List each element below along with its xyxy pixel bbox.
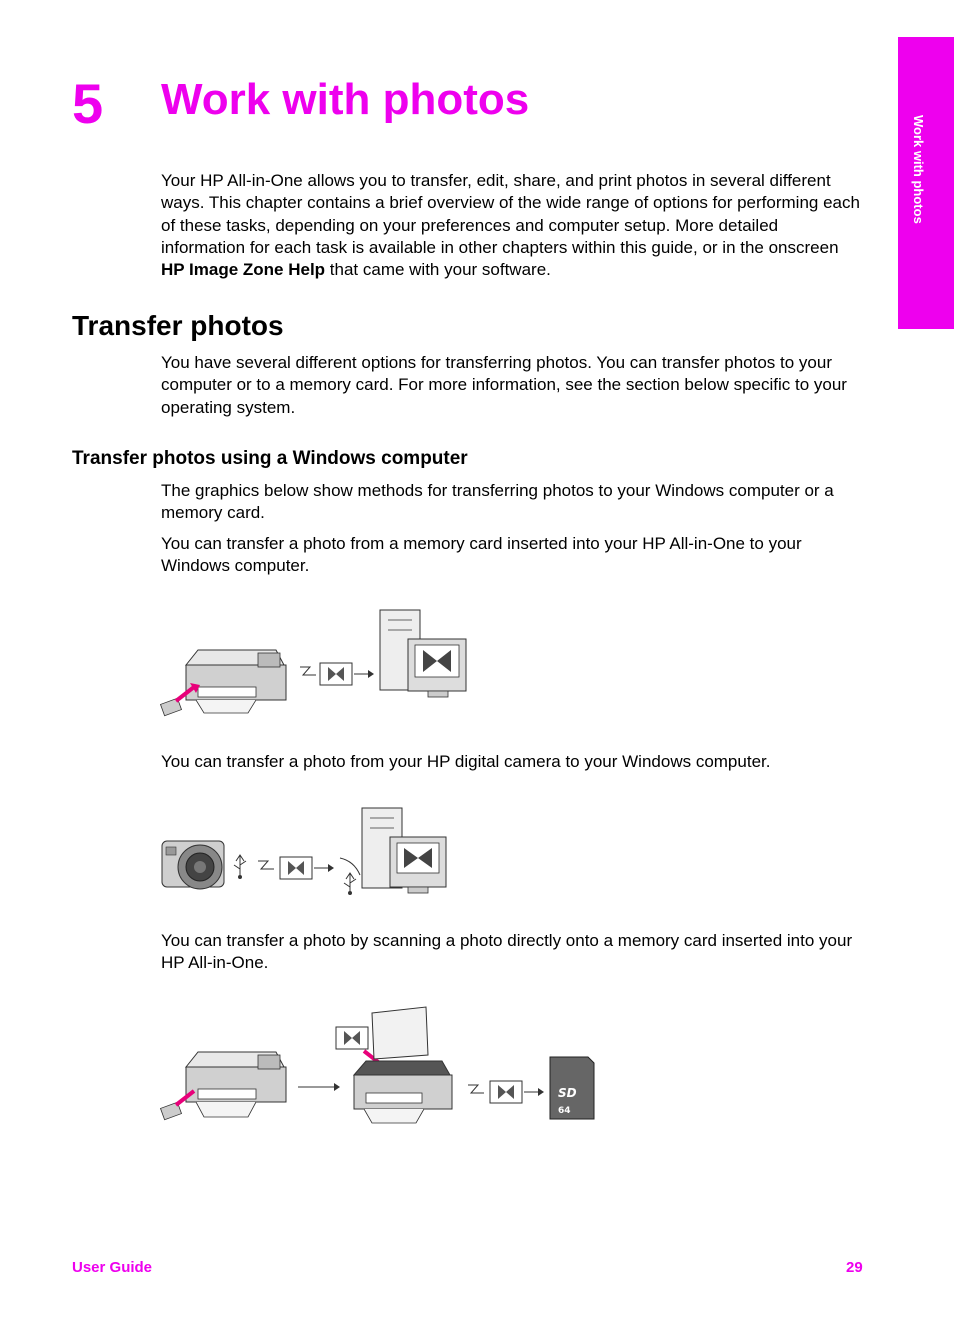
footer-page-number: 29 <box>846 1259 863 1276</box>
transfer-arrow <box>258 857 334 879</box>
figure-scan-to-card <box>158 1005 603 1130</box>
camera-illustration <box>162 841 224 889</box>
subsection-paragraph-3: You can transfer a photo from your HP digital camera to your Windows computer. <box>161 752 771 771</box>
printer-illustration <box>186 1052 286 1117</box>
chapter-number: 5 <box>72 72 104 135</box>
chapter-title: Work with photos <box>161 75 530 124</box>
side-tab <box>898 37 954 329</box>
photo-icon <box>336 1027 368 1049</box>
intro-text-1: Your HP All-in-One allows you to transfer, edit, share, and print photos in several different ways. This chapter contains a brief overview of the wide range of options for performing each of these tasks, depending on your preferences and computer setup. More detailed information for each task is available in other chapters within this guide, or in the onscreen <box>161 171 860 257</box>
section-paragraph: You have several different options for transferring photos. You can transfer photos to your computer or to a memory card. For more information, see the section below specific to your operating system. <box>161 353 847 417</box>
intro-paragraph <box>161 170 861 281</box>
side-tab-label: Work with photos <box>911 115 926 224</box>
footer-guide-name: User Guide <box>72 1259 153 1276</box>
subsection-paragraph-4: You can transfer a photo by scanning a photo directly onto a memory card inserted into your HP All-in-One. <box>161 931 853 973</box>
intro-bold-link: HP Image Zone Help <box>161 260 326 280</box>
transfer-arrow <box>468 1081 544 1103</box>
subsection-paragraph-1: The graphics below show methods for transferring photos to your Windows computer or a memory card. <box>161 481 834 523</box>
figure-card-to-computer <box>158 605 478 720</box>
sd-capacity-label: 64 <box>558 1106 571 1116</box>
figure-camera-to-computer <box>158 803 458 903</box>
section-title: Transfer photos <box>72 310 284 341</box>
sd-brand-label: SD <box>558 1086 577 1100</box>
usb-icon <box>344 873 356 895</box>
intro-text-2: that came with your software. <box>325 260 551 280</box>
subsection-title: Transfer photos using a Windows computer <box>72 448 468 469</box>
printer-illustration <box>186 650 286 713</box>
usb-icon <box>234 855 246 879</box>
computer-illustration <box>362 808 446 893</box>
transfer-arrow <box>300 663 374 685</box>
sd-card-illustration <box>550 1057 594 1119</box>
computer-illustration <box>380 610 466 697</box>
scanner-illustration <box>354 1007 452 1123</box>
subsection-paragraph-2: You can transfer a photo from a memory card inserted into your HP All-in-One to your Windows computer. <box>161 534 802 576</box>
